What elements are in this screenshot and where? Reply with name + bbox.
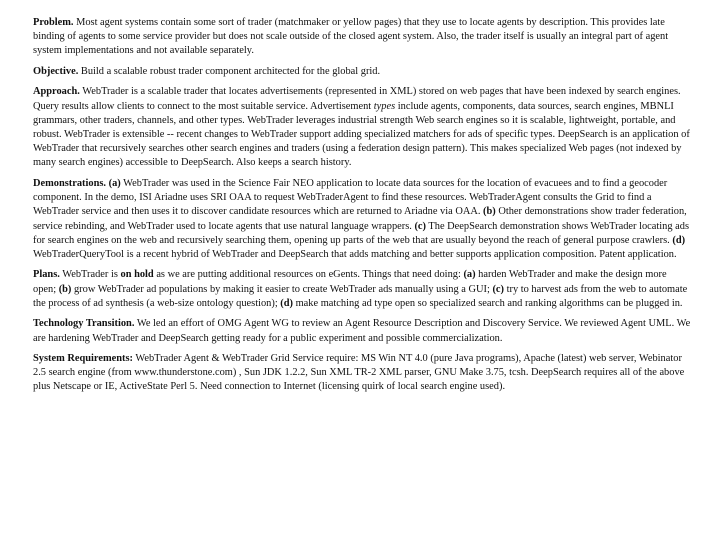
plans-text-d: make matching ad type open so specialized search and ranking algorithms can be plugged in. <box>293 297 683 309</box>
plans-label-b: (b) <box>56 283 72 295</box>
plans-text-b: grow WebTrader ad populations by making it easier to create WebTrader ads manually using a GUI; <box>71 283 490 295</box>
plans-text-c: try to harvest ads from the web to automate the process of ad synthesis (a web-size ontology question); <box>33 283 688 309</box>
problem-text: Most agent systems contain some sort of trader (matchmaker or yellow pages) that they use to locate agents by description. This provides late binding of agents to some service provider but does not scale outside of the closed agent system. Also, the trader itself is usually an integral part of agent system implementations and not available separately. <box>33 17 669 57</box>
plans-on-hold: on hold <box>120 269 154 281</box>
plans-label-a: (a) <box>460 269 476 281</box>
demonstrations-heading: Demonstrations. <box>33 177 107 189</box>
plans-intro: WebTrader is <box>59 269 121 281</box>
approach-types-emphasis: types <box>373 100 396 112</box>
plans-paragraph <box>33 268 691 311</box>
demo-label-a: (a) <box>106 177 121 189</box>
technology-transition-paragraph <box>33 317 691 345</box>
problem-heading: Problem. <box>33 17 74 28</box>
objective-text: Build a scalable robust trader component architected for the global grid. <box>78 65 381 77</box>
approach-paragraph <box>33 85 691 170</box>
demo-text-c: The DeepSearch demonstration shows WebTrader locating ads for search engines on the web and recursively searching them, opening up parts of the web that are usually beyond the reach of general purpose crawlers. <box>33 220 690 246</box>
demonstrations-paragraph <box>33 177 691 262</box>
plans-text-a: harden WebTrader and make the design more open; <box>33 269 667 295</box>
technology-transition-heading: Technology Transition. <box>33 318 135 330</box>
objective-heading: Objective. <box>33 65 79 77</box>
objective-paragraph <box>33 65 691 79</box>
system-requirements-heading: System Requirements: <box>33 353 133 365</box>
plans-label-d: (d) <box>277 297 293 309</box>
plans-heading: Plans. <box>33 269 60 281</box>
demo-label-b: (b) <box>480 206 496 218</box>
demo-label-d: (d) <box>669 234 686 246</box>
technology-transition-text: We led an effort of OMG Agent WG to review an Agent Resource Description and Discovery Service. We reviewed Agent UML. We are hardening WebTrader and DeepSearch getting ready for a public experiment and possible commercialization. <box>33 318 691 344</box>
demo-text-d: WebTraderQueryTool is a recent hybrid of WebTrader and DeepSearch that adds matching and better supports application composition. Patent application. <box>33 248 677 260</box>
system-requirements-paragraph <box>33 352 691 395</box>
demo-text-b: Other demonstrations show trader federation, service rebinding, and WebTrader used to locate agents that use natural language wrappers. <box>33 206 687 232</box>
system-requirements-text: WebTrader Agent & WebTrader Grid Service require: MS Win NT 4.0 (pure Java programs), Apache (latest) web server, Webinator 2.5 search engine (from www.thunderstone.com) , Sun JDK 1.2.2, Sun XML TR-2 XML parser, GNU Make 3.75, tcsh. DeepSearch requires all of the above plus Netscape or IE, ActiveState Perl 5. Need connection to Internet (licensing quirk of local search engine used). <box>33 353 685 393</box>
problem-paragraph <box>33 16 691 59</box>
document-page <box>33 16 691 401</box>
approach-text-2: include agents, components, data sources, search engines, MBNLI grammars, other traders, channels, and other types. WebTrader leverages industrial strength Web search engines so it is scalable, lightweight, portable, and robust. WebTrader is extensible -- recent changes to WebTrader support adding specialized matchers for ads of specific types. DeepSearch is an application of WebTrader that recursively searches other search engines and traders (using a federation design pattern). This makes specialized Web pages (not indexed by many search engines) accessible to DeepSearch. Also keeps a search history. <box>33 100 690 169</box>
approach-text-1: WebTrader is a scalable trader that locates advertisements (represented in XML) stored on web pages that have been indexed by search engines. Query results allow clients to connect to the most suitable service. Advertisement <box>33 86 681 112</box>
plans-mid: as we are putting additional resources on eGents. Things that need doing: <box>153 269 461 281</box>
demo-label-c: (c) <box>411 220 427 232</box>
plans-label-c: (c) <box>489 283 505 295</box>
approach-heading: Approach. <box>33 86 80 98</box>
demo-text-a: WebTrader was used in the Science Fair NEO application to locate data sources for the location of evacuees and to find a geocoder component. In the demo, ISI Ariadne uses SRI OAA to request WebTraderAgent to find these resources. WebTraderAgent consults the Grid to find a WebTrader service and then uses it to discover candidate resources which are returned to Ariadne via OAA. <box>33 177 668 218</box>
